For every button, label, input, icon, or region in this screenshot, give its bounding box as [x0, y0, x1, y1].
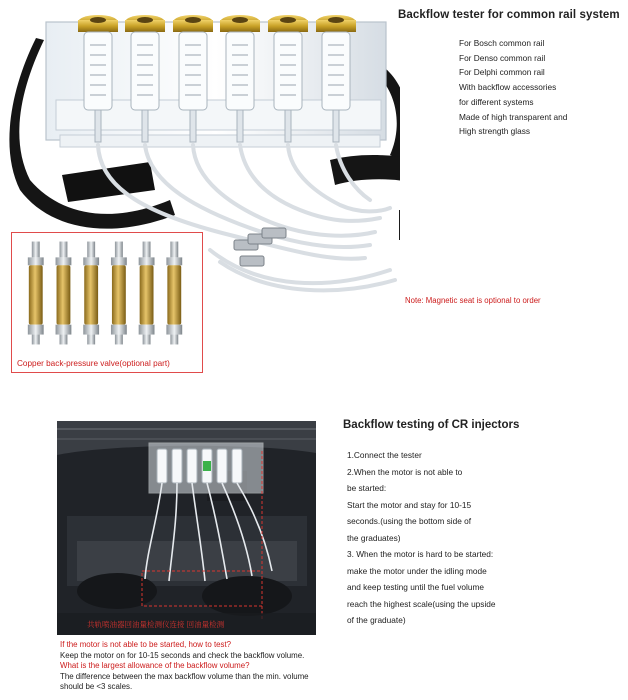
step-line: 1.Connect the tester — [347, 450, 422, 460]
faq-question: What is the largest allowance of the backflow volume? — [60, 661, 250, 671]
feature-item: High strength glass — [459, 126, 531, 137]
faq-question: If the motor is not able to be started, how to test? — [60, 640, 232, 649]
feature-item: With backflow accessories — [459, 82, 557, 93]
feature-item: For Denso common rail — [459, 52, 546, 63]
step-line: reach the highest scale(using the upside — [347, 598, 496, 609]
faq-answer: Keep the motor on for 10-15 seconds and check the backflow volume. — [60, 650, 305, 660]
copper-valves-image — [12, 233, 202, 353]
step-line: Start the motor and stay for 10-15 — [347, 499, 472, 510]
step-line: of the graduate) — [347, 615, 406, 625]
feature-item: For Delphi common rail — [459, 67, 545, 78]
photo-caption: 共轨喷油器回油量检测仪连接 回油量检测 — [87, 620, 225, 629]
step-line: make the motor under the idling mode — [347, 565, 487, 576]
faq-answer-tail: should be <3 scales. — [60, 682, 133, 692]
step-line: be started: — [347, 483, 387, 493]
page-title: Backflow tester for common rail system — [398, 9, 620, 21]
step-line: seconds.(using the bottom side of — [347, 516, 472, 526]
feature-list — [459, 36, 567, 139]
section-title: Backflow testing of CR injectors — [343, 419, 520, 431]
magnetic-seat-note: Note: Magnetic seat is optional to order — [405, 296, 541, 305]
step-line: and keep testing until the fuel volume — [347, 582, 484, 592]
feature-item: Made of high transparent and — [459, 111, 568, 122]
valve-inset — [11, 232, 203, 373]
step-line: 3. When the motor is hard to be started: — [347, 549, 494, 559]
faq-block — [60, 640, 309, 693]
feature-item: For Bosch common rail — [459, 38, 545, 48]
valve-caption: Copper back-pressure valve(optional part) — [17, 359, 170, 368]
step-line: the graduates) — [347, 532, 401, 543]
faq-answer: The difference between the max backflow volume than the min. volume — [60, 671, 309, 681]
step-line: 2.When the motor is not able to — [347, 466, 463, 477]
engine-bay-photo — [57, 421, 316, 635]
feature-item: for different systems — [459, 96, 534, 107]
instruction-steps — [347, 447, 496, 629]
